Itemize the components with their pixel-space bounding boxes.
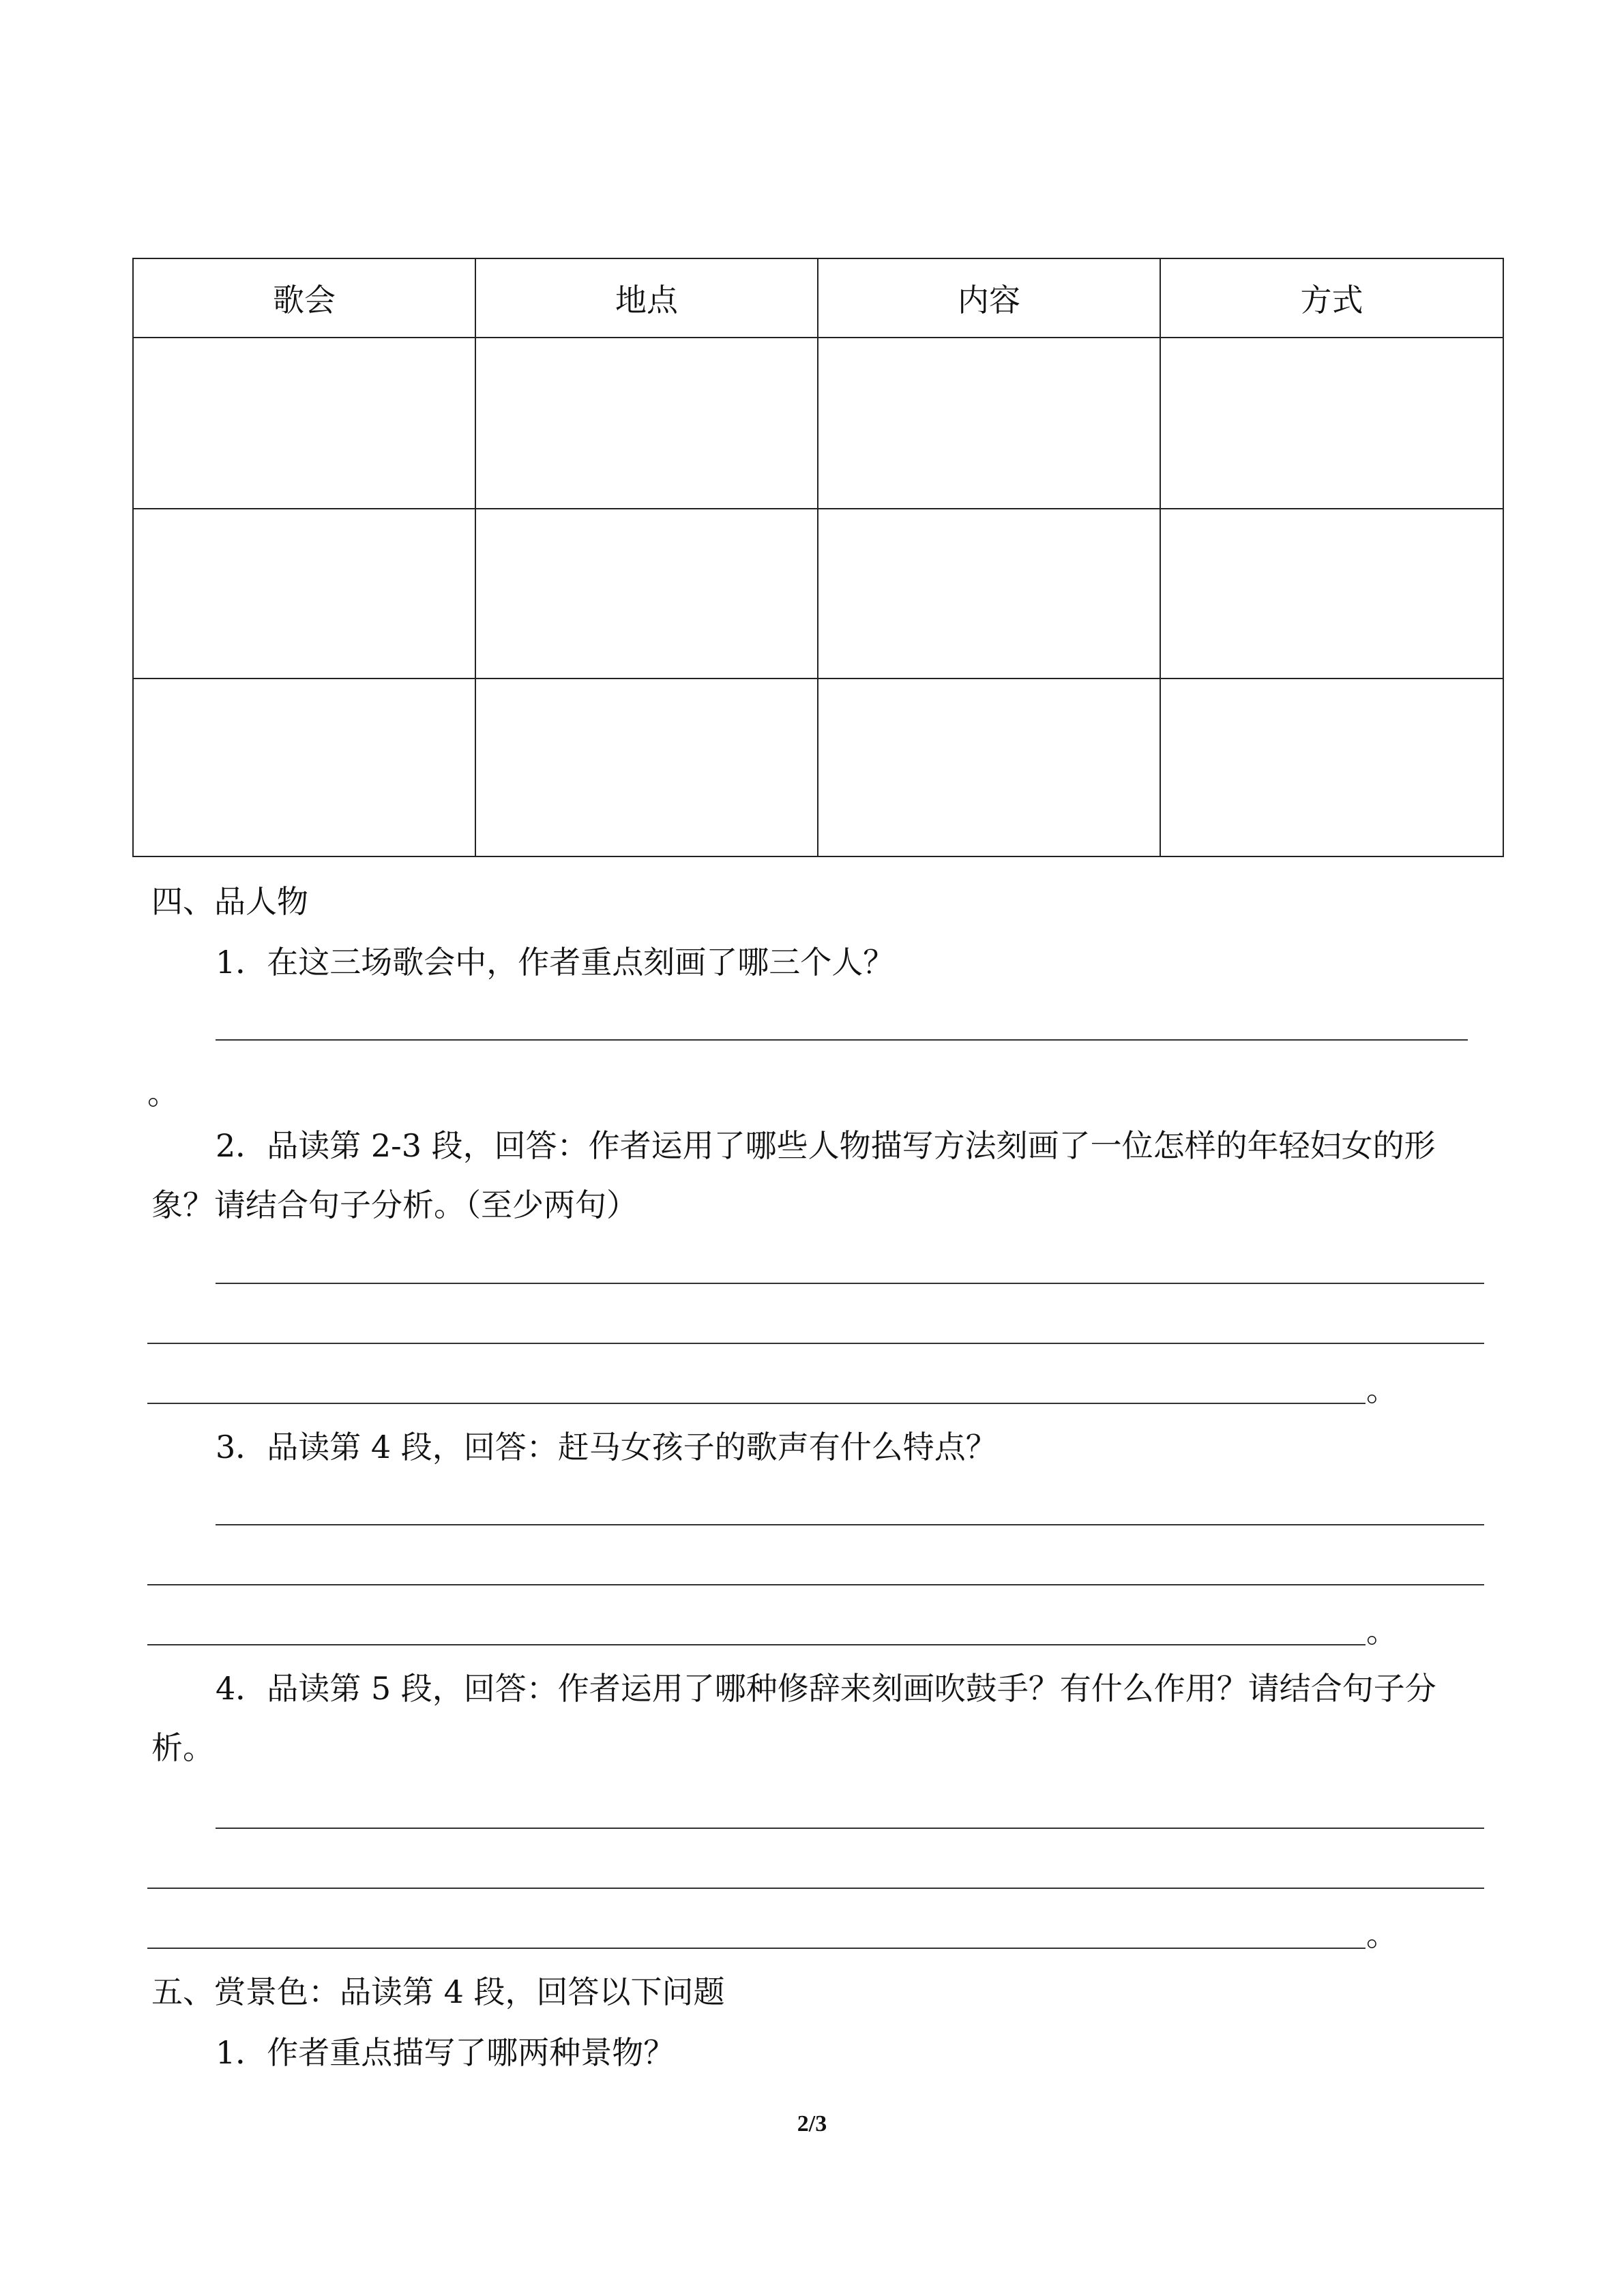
table-cell[interactable] xyxy=(1160,679,1503,856)
table-cell[interactable] xyxy=(818,509,1160,679)
question-4-4-line-1: 4．品读第 5 段，回答：作者运用了哪种修辞来刻画吹鼓手？有什么作用？请结合句子分 xyxy=(216,1670,1436,1707)
period-mark: 。 xyxy=(147,1075,179,1112)
period-mark: 。 xyxy=(1366,1916,1398,1953)
answer-line[interactable] xyxy=(147,1584,1484,1585)
table-row xyxy=(133,338,1503,509)
table-cell[interactable] xyxy=(475,338,818,509)
table-cell[interactable] xyxy=(818,679,1160,856)
table-cell[interactable] xyxy=(133,509,475,679)
answer-line[interactable] xyxy=(147,1888,1484,1889)
header-cell-content: 内容 xyxy=(818,258,1160,338)
table-cell[interactable] xyxy=(475,509,818,679)
table-cell[interactable] xyxy=(133,338,475,509)
period-mark: 。 xyxy=(1366,1371,1398,1408)
table-cell[interactable] xyxy=(1160,338,1503,509)
table-row xyxy=(133,509,1503,679)
table-cell[interactable] xyxy=(475,679,818,856)
answer-line[interactable] xyxy=(216,1828,1484,1829)
table-cell[interactable] xyxy=(1160,509,1503,679)
header-cell-song-fair: 歌会 xyxy=(133,258,475,338)
question-4-1: 1．在这三场歌会中，作者重点刻画了哪三个人？ xyxy=(216,944,895,981)
answer-line[interactable] xyxy=(147,1403,1365,1404)
question-4-2-line-2: 象？请结合句子分析。（至少两句） xyxy=(151,1187,638,1223)
table-cell[interactable] xyxy=(818,338,1160,509)
table-row xyxy=(133,679,1503,856)
question-4-3: 3．品读第 4 段，回答：赶马女孩子的歌声有什么特点？ xyxy=(216,1429,997,1465)
header-cell-location: 地点 xyxy=(475,258,818,338)
question-4-4-line-2: 析。 xyxy=(151,1729,214,1766)
question-4-2-line-1: 2．品读第 2-3 段，回答：作者运用了哪些人物描写方法刻画了一位怎样的年轻妇女的形 xyxy=(216,1127,1436,1164)
page-number: 2/3 xyxy=(797,2111,827,2136)
section-4-heading: 四、品人物 xyxy=(151,883,308,920)
section-5-heading: 五、赏景色：品读第 4 段，回答以下问题 xyxy=(151,1973,725,2010)
answer-line[interactable] xyxy=(216,1039,1468,1041)
answer-line[interactable] xyxy=(147,1343,1484,1344)
period-mark: 。 xyxy=(1366,1613,1398,1650)
answer-line[interactable] xyxy=(216,1524,1484,1525)
header-cell-manner: 方式 xyxy=(1160,258,1503,338)
question-5-1: 1．作者重点描写了哪两种景物？ xyxy=(216,2034,675,2071)
song-fair-table xyxy=(132,258,1504,857)
answer-line[interactable] xyxy=(147,1644,1365,1645)
table-cell[interactable] xyxy=(133,679,475,856)
answer-line[interactable] xyxy=(216,1283,1484,1284)
answer-line[interactable] xyxy=(147,1948,1365,1949)
table-header-row xyxy=(133,258,1503,338)
